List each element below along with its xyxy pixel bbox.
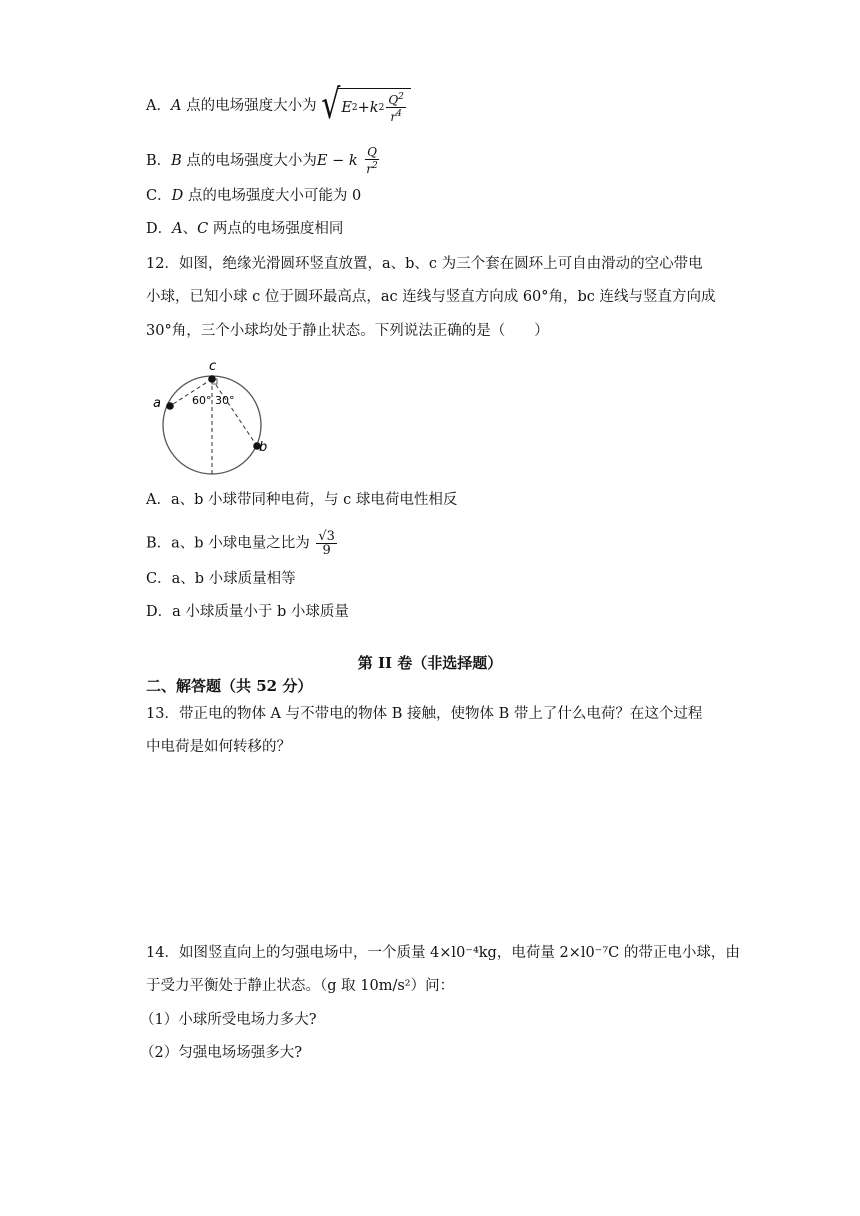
frac-den-exp: 2 [372, 161, 378, 171]
fraction [386, 91, 406, 124]
ball-a [166, 402, 174, 410]
label-b: b [259, 440, 268, 455]
q12-option-b [146, 530, 339, 557]
formula-k: k [348, 153, 358, 169]
frac-den: 9 [322, 543, 331, 558]
option-text: 点的电场强度大小为 [181, 98, 317, 114]
sqrt-formula: √ E 2 + k 2 $\frac{Q^2}{r^4}$ [321, 88, 411, 124]
formula-op: + [357, 99, 370, 116]
point-var: A [170, 98, 182, 114]
q12-stem-line1: 12．如图，绝缘光滑圆环竖直放置，a、b、c 为三个套在圆环上可自由滑动的空心带电 [146, 256, 703, 272]
frac-den: r [390, 110, 397, 124]
q14-sub2: （2）匀强电场场强多大? [140, 1045, 302, 1061]
option-text: 点的电场强度大小可能为 0 [183, 188, 362, 204]
frac-num-exp: 2 [398, 92, 404, 102]
q12-stem-line2: 小球，已知小球 c 位于圆环最高点，ac 连线与竖直方向成 60°角，bc 连线与竖直方向成 [146, 289, 716, 305]
label-a: a [153, 396, 161, 411]
label-c: c [209, 359, 217, 374]
q11-option-c [146, 186, 361, 206]
q12-option-a: A．a、b 小球带同种电荷，与 c 球电荷电性相反 [146, 492, 458, 508]
frac-num: Q [388, 93, 399, 107]
fraction [364, 146, 379, 176]
option-label: C． [146, 188, 172, 204]
option-text: 点的电场强度大小为 [181, 153, 317, 169]
formula-exp: 2 [378, 102, 385, 113]
line-bc [212, 379, 257, 446]
option-text: B．a、b 小球电量之比为 [146, 535, 310, 552]
q12-stem-line3: 30°角，三个小球均处于静止状态。下列说法正确的是（ ） [146, 323, 549, 339]
option-label: B． [146, 153, 172, 169]
q12-option-c: C．a、b 小球质量相等 [146, 571, 296, 587]
angle-30-label: 30° [215, 394, 235, 407]
formula-k: k [369, 99, 379, 116]
section-subtitle: 二、解答题（共 52 分） [146, 677, 313, 695]
q11-option-b [146, 146, 382, 176]
q12-circle-figure [146, 352, 276, 480]
formula-op: − [327, 153, 349, 169]
q13-line1: 13．带正电的物体 A 与不带电的物体 B 接触，使物体 B 带上了什么电荷？在这个过程 [146, 706, 703, 722]
frac-den: r [366, 162, 373, 176]
angle-60-label: 60° [192, 394, 212, 407]
option-label: A． [146, 98, 171, 114]
point-var: B [171, 153, 182, 169]
q14-line1: 14．如图竖直向上的匀强电场中，一个质量 4×l0⁻⁴kg，电荷量 2×l0⁻⁷C 的带正电小球，由 [146, 945, 740, 961]
ball-c [208, 375, 216, 383]
q14-sub1: （1）小球所受电场力多大? [140, 1012, 317, 1028]
formula-e: E [341, 99, 352, 116]
fraction: $\frac{√3}{9}$ [318, 529, 335, 558]
q13-line2: 中电荷是如何转移的？ [146, 739, 291, 755]
frac-num: 3 [326, 529, 335, 544]
formula-e: E [316, 153, 328, 169]
point-var: C [197, 221, 209, 237]
point-var: D [171, 188, 184, 204]
q11-option-a [146, 81, 411, 129]
q12-option-d: D．a 小球质量小于 b 小球质量 [146, 604, 349, 620]
separator: 、 [182, 221, 198, 237]
frac-num: Q [367, 145, 377, 159]
option-label: D． [146, 221, 173, 237]
option-text: 两点的电场强度相同 [208, 221, 344, 237]
q14-line2: 于受力平衡处于静止状态。（g 取 10m/s²）问： [146, 978, 455, 994]
q11-option-d [146, 219, 343, 239]
section-title: 第 II 卷（非选择题） [357, 654, 503, 672]
point-var: A [172, 221, 183, 237]
formula-exp: 2 [351, 102, 358, 113]
frac-den-exp: 4 [396, 109, 402, 119]
